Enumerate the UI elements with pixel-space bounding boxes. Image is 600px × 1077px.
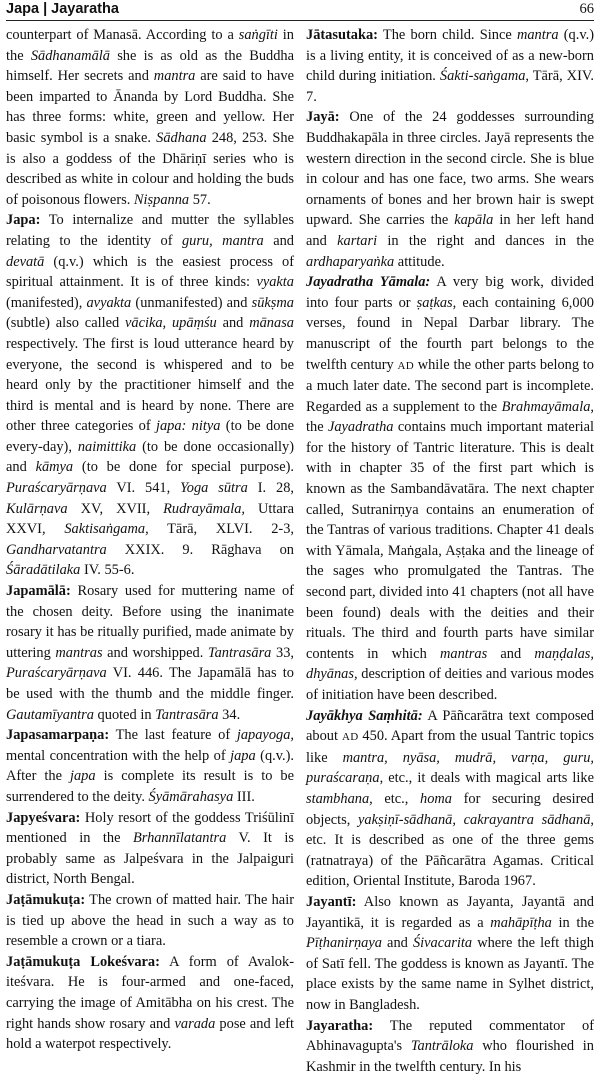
entry-headword: Jaṭāmukuṭa:: [6, 892, 85, 908]
entry-text: Holy resort of the goddess Triśūlinī mentioned in the: [6, 810, 294, 847]
entry-headword: Japamālā:: [6, 583, 71, 599]
italic-term: japa: [70, 768, 96, 784]
dictionary-entry: [306, 892, 594, 1016]
entry-text: in the right and dances in the: [377, 233, 594, 249]
entry-text: The last feature of: [109, 727, 237, 743]
entry-text: A very big work, divided into four parts or: [306, 274, 594, 311]
entry-text: and: [487, 646, 534, 662]
italic-term: ardhaparyaṅka: [306, 254, 394, 270]
dictionary-entry: [6, 210, 294, 581]
entry-text: VI. 541,: [107, 480, 180, 496]
italic-term: Śakti-saṅgama: [440, 68, 526, 84]
entry-text: XXIX. 9. Rāghava on: [107, 542, 294, 558]
entry-text: quoted in: [94, 707, 155, 723]
italic-term: Tantrasāra: [155, 707, 218, 723]
italic-term: Puraścaryārṇava: [6, 665, 107, 681]
left-column: [6, 25, 294, 1050]
entry-text: contains much important material for the history of Tantric literature. This is dealt with in chapter 35 of the first part which is known as the Sambandāvatāra. The next chapter called, Sutranirṇya contains an enumeration of the Tantras of various traditions. Chapter 41 deals with Yāmala, Maṅgala, Aṣṭaka and the lineage of the sages who promulgated the Tantras. The second part, divided into 41 chapters (not all have been found) deals with the deities and their rituals. The third and fourth parts have similar contents in which: [306, 419, 594, 662]
italic-term: vācika, upāṃśu: [125, 315, 217, 331]
italic-term: yakṣiṇī-sādhanā, cakrayantra sādhanā: [358, 812, 590, 828]
entry-text: , etc., it deals with magical arts like: [380, 770, 594, 786]
entry-headword: Jayadratha Yāmala:: [306, 274, 430, 290]
entry-text: IV. 55-6.: [80, 562, 134, 578]
entry-headword: Jaṭāmukuṭa Lokeśvara:: [6, 954, 160, 970]
entry-text: and: [382, 935, 413, 951]
italic-term: Sādhanamālā: [31, 48, 110, 64]
entry-text: in her left hand and: [306, 212, 594, 249]
italic-term: Gandharvatantra: [6, 542, 107, 558]
italic-term: naimittika: [78, 439, 136, 455]
dictionary-entry: [6, 725, 294, 807]
entry-text: (q.v.) is a living entity, it is conceived of as a new-born child during initiation.: [306, 27, 594, 84]
dictionary-entry: [306, 25, 594, 107]
entry-text: (manifested),: [6, 295, 86, 311]
entry-text: Uttara XXVI,: [6, 501, 294, 538]
page-header: [6, 0, 594, 18]
entry-text: 248, 253. She is also a goddess of the Dhāriṇī series who is described as white in colour and holding the buds of poisonous flowers.: [6, 130, 294, 208]
entry-text: VI. 446. The Japamālā has to be used with the thumb and the middle finger.: [6, 665, 294, 702]
italic-term: ṣaṭkas: [417, 295, 453, 311]
italic-term: sūkṣma: [252, 295, 294, 311]
entry-text: attitude.: [394, 254, 444, 270]
entry-text: I. 28,: [248, 480, 294, 496]
italic-term: Yoga sūtra: [180, 480, 248, 496]
italic-term: Tantrāloka: [411, 1038, 474, 1054]
entry-text: III.: [233, 789, 255, 805]
entry-text: in the: [6, 27, 294, 64]
dictionary-entry: [306, 706, 594, 892]
italic-term: Puraścaryārṇava: [6, 480, 107, 496]
entry-text: One of the 24 goddesses surrounding Buddhakapāla in three circles. Jayā represents the western direction in the second circle. She is blue in colour and has one face, two arms. She wears ornaments of bones and her brown hair is swept upward. She carries the: [306, 109, 594, 228]
page-number: 66: [580, 0, 595, 18]
italic-term: vyakta: [256, 274, 294, 290]
entry-text: A form of Avalok-iteśvara. He is four-armed and one-faced, carrying the image of Amitābha on his crest. The right hands show rosary and: [6, 954, 294, 1032]
italic-term: mantra: [517, 27, 559, 43]
entry-headword: Japyeśvara:: [6, 810, 80, 826]
dictionary-entry: [6, 25, 294, 210]
dictionary-entry: [6, 808, 294, 890]
italic-term: Pīṭhanirṇaya: [306, 935, 382, 951]
dictionary-entry: [6, 952, 294, 1055]
entry-text: 450. Apart from the usual Tantric topics like: [306, 728, 594, 766]
entry-headword: Jayantī:: [306, 894, 356, 910]
italic-term: Brahmayāmala: [502, 399, 591, 415]
entry-text: who flourished in Kashmir in the twelfth century. In his: [306, 1038, 594, 1075]
entry-text: The crown of matted hair. The hair is tied up above the head in such a way as to resemble a crown or a tiara.: [6, 892, 294, 949]
italic-term: mantras: [440, 646, 487, 662]
running-head: Japa | Jayaratha: [6, 0, 119, 18]
entry-text: for securing desired objects,: [306, 791, 594, 828]
italic-term: japa: nitya: [156, 418, 220, 434]
italic-term: mantras: [55, 645, 102, 661]
italic-term: Kulārṇava: [6, 501, 68, 517]
entry-text: and worshipped.: [103, 645, 208, 661]
entry-text: is complete its result is to be surrendered to the deity.: [6, 768, 294, 805]
entry-text: (to be done every-day),: [6, 418, 294, 455]
right-column: [306, 25, 594, 1050]
entry-text: mental concentration with the help of: [6, 748, 230, 764]
entry-text: are said to have been imparted to Ānanda by Lord Buddha. She has three forms: white, green and yellow. Her basic symbol is a snake.: [6, 68, 294, 146]
italic-term: Niṣpanna: [134, 192, 189, 208]
entry-text: 34.: [219, 707, 241, 723]
entry-text: counterpart of Manasā. According to a: [6, 27, 239, 43]
italic-term: kartari: [337, 233, 377, 249]
italic-term: varada: [175, 1016, 216, 1032]
entry-text: , Tārā, XIV. 7.: [306, 68, 594, 105]
entry-text: AD: [342, 731, 359, 743]
entry-text: , the: [306, 399, 594, 436]
entry-text: The born child. Since: [378, 27, 517, 43]
entry-text: where the left thigh of Satī fell. The goddess is known as Jayantī. The place exists by the same name in Sylhet district, now in Bangladesh.: [306, 935, 594, 1013]
entry-text: while the other parts belong to a much later date. The second part is incomplete. Regarded as a supplement to the: [306, 357, 594, 415]
header-rule: [6, 20, 594, 21]
italic-term: guru, mantra: [182, 233, 264, 249]
entry-headword: Jātasutaka:: [306, 27, 378, 43]
entry-text: Rosary used for muttering name of the chosen deity. Before using the inanimate rosary it has be ritually purified, made animate by uttering: [6, 583, 294, 661]
entry-text: , etc.,: [369, 791, 420, 807]
italic-term: kapāla: [454, 212, 493, 228]
italic-term: Jayadratha: [328, 419, 394, 435]
entry-headword: Jayaratha:: [306, 1018, 373, 1034]
entry-text: and: [217, 315, 249, 331]
italic-term: Śyāmārahasya: [149, 789, 234, 805]
dictionary-entry: [6, 890, 294, 952]
italic-term: saṅgīti: [239, 27, 278, 43]
entry-text: AD: [397, 360, 414, 372]
italic-term: Śāradātilaka: [6, 562, 80, 578]
italic-term: japa: [230, 748, 256, 764]
entry-headword: Japasamarpaṇa:: [6, 727, 109, 743]
italic-term: Sādhana: [156, 130, 206, 146]
entry-text: 33,: [271, 645, 294, 661]
italic-term: kāmya: [36, 459, 74, 475]
entry-headword: Jayā:: [306, 109, 340, 125]
italic-term: stambhana: [306, 791, 369, 807]
entry-text: in the: [552, 915, 594, 931]
entry-text: and: [264, 233, 294, 249]
entry-text: V. It is probably same as Jalpeśvara in the Jalpaiguri district, North Bengal.: [6, 830, 294, 887]
entry-text: (q.v.) which is the easiest process of spiritual attainment. It is of three kinds:: [6, 254, 294, 291]
entry-text: , Tārā, XLVI. 2-3,: [145, 521, 294, 537]
italic-term: mānasa: [249, 315, 294, 331]
entry-text: pose and left hold a waterpot respectively.: [6, 1016, 294, 1053]
entry-text: (unmanifested) and: [131, 295, 251, 311]
entry-text: (subtle) also called: [6, 315, 125, 331]
entry-text: 57.: [189, 192, 211, 208]
italic-term: mahāpīṭha: [490, 915, 552, 931]
entry-text: The reputed commentator of Abhinavagupta's: [306, 1018, 594, 1055]
entry-text: (to be done occasionally) and: [6, 439, 294, 476]
entry-text: description of deities and various modes of initiation have been described.: [306, 666, 594, 703]
italic-term: Rudrayāmala,: [163, 501, 245, 517]
italic-term: Tantrasāra: [208, 645, 271, 661]
italic-term: Brhannīlatantra: [133, 830, 226, 846]
entry-headword: Jayākhya Saṃhitā:: [306, 708, 423, 724]
entry-text: Also known as Jayanta, Jayantā and Jayantikā, it is regarded as a: [306, 894, 594, 931]
italic-term: avyakta: [86, 295, 131, 311]
italic-term: mantra, nyāsa, mudrā, varṇa, guru, puraścaraṇa: [306, 750, 594, 787]
dictionary-entry: [306, 107, 594, 272]
dictionary-entry: [306, 1016, 594, 1077]
italic-term: mantra: [154, 68, 196, 84]
entry-text: To internalize and mutter the syllables relating to the identity of: [6, 212, 294, 249]
dictionary-entry: [306, 272, 594, 705]
italic-term: homa: [420, 791, 452, 807]
entry-text: XV, XVII,: [68, 501, 164, 517]
italic-term: maṇḍalas, dhyānas,: [306, 646, 594, 683]
entry-headword: Japa:: [6, 212, 40, 228]
entry-text: A Pāñcarātra text composed about: [306, 708, 594, 745]
entry-text: she is as old as the Buddha himself. Her secrets and: [6, 48, 294, 85]
italic-term: devatā: [6, 254, 44, 270]
entry-text: respectively. The first is loud utterance heard by everyone, the second is whispered and to be heard only by the practitioner himself and the third is mental and is heard by none. There are other three categories of: [6, 336, 294, 434]
entry-text: (to be done for special purpose).: [73, 459, 294, 475]
entry-text: , etc. It is described as one of the three gems (ratnatraya) of the Pāñcarātra Agamas. Critical edition, Oriental Institute, Baroda 1967.: [306, 812, 594, 890]
dictionary-entry: [6, 581, 294, 725]
italic-term: Saktisaṅgama: [64, 521, 145, 537]
italic-term: japayoga,: [237, 727, 294, 743]
italic-term: Gautamīyantra: [6, 707, 94, 723]
entry-text: (q.v.). After the: [6, 748, 294, 785]
entry-text: , each containing 6,000 verses, found in Nepal Darbar library. The manuscript of the fourth part belongs to the twelfth century: [306, 295, 594, 373]
italic-term: Śivacarita: [413, 935, 472, 951]
